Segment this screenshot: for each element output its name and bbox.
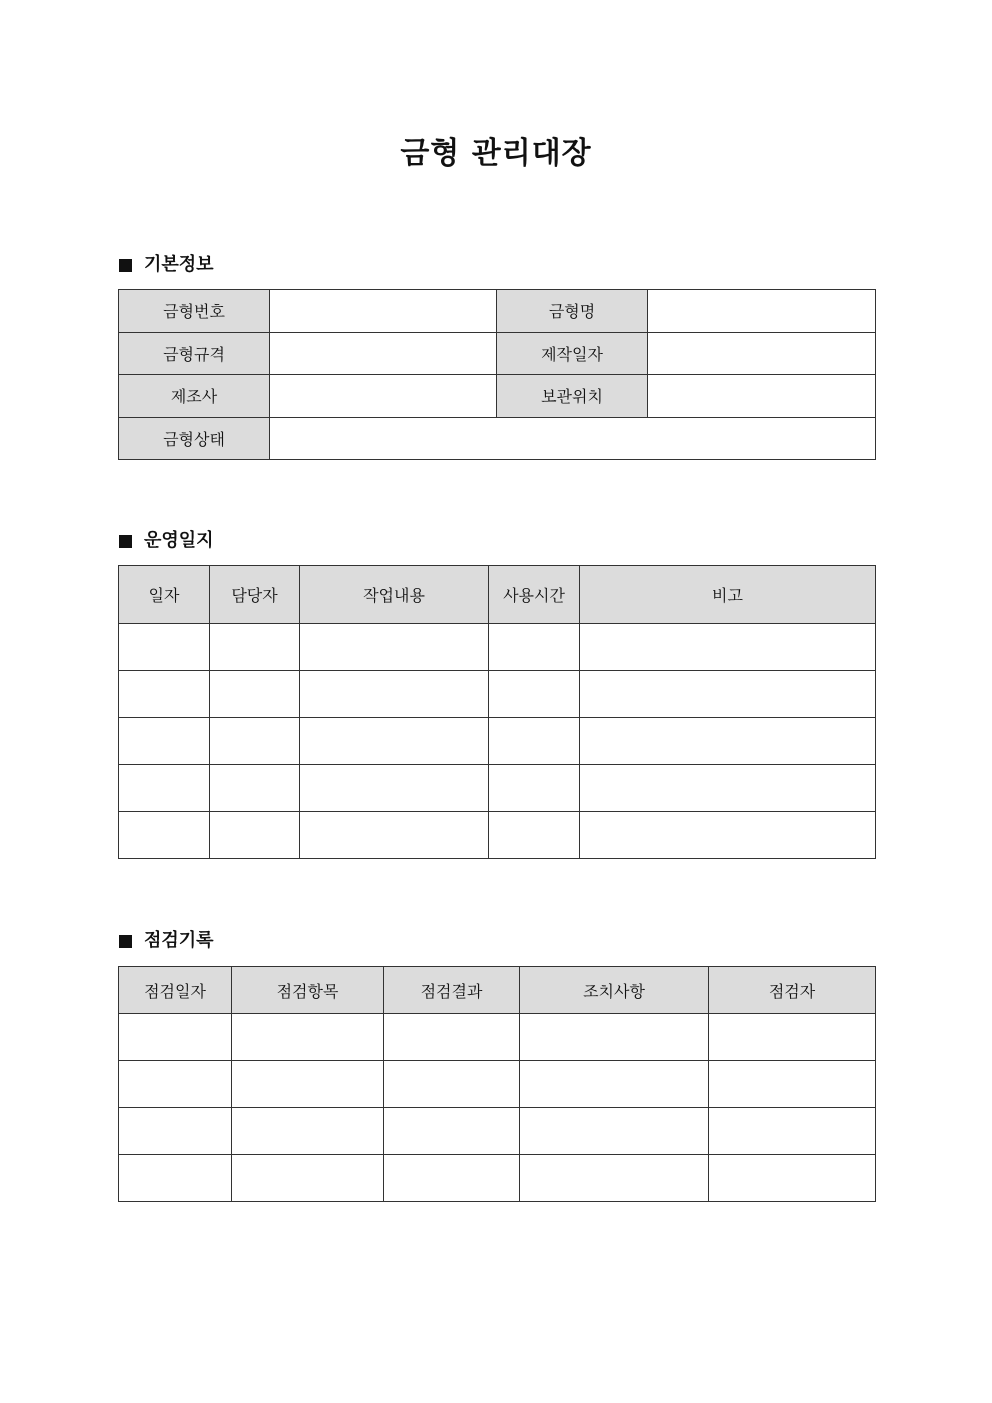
table-cell[interactable] [210,671,300,718]
table-cell[interactable] [300,624,489,671]
table-row [119,1061,876,1108]
column-header-remarks: 비고 [580,566,876,624]
table-cell[interactable] [580,671,876,718]
column-header-inspection-item: 점검항목 [232,967,384,1014]
mold-status-label: 금형상태 [119,417,270,460]
table-cell[interactable] [210,765,300,812]
inspection-record-table [118,966,876,1202]
table-cell[interactable] [489,671,580,718]
table-row [119,417,876,460]
table-row [119,290,876,333]
document-title: 금형 관리대장 [400,136,592,171]
table-cell[interactable] [119,671,210,718]
table-cell[interactable] [232,1155,384,1202]
operation-log-heading-text: 운영일지 [144,530,214,551]
table-row [119,718,876,765]
table-cell[interactable] [709,1014,876,1061]
table-cell[interactable] [489,718,580,765]
column-header-inspector: 점검자 [709,967,876,1014]
table-cell[interactable] [709,1108,876,1155]
table-row [119,1014,876,1061]
basic-info-table [118,289,876,460]
table-row [119,375,876,418]
table-cell[interactable] [489,624,580,671]
table-cell[interactable] [119,624,210,671]
manufacturer-field[interactable] [270,375,497,418]
square-bullet-icon [119,535,132,548]
column-header-inspection-result: 점검결과 [384,967,520,1014]
table-cell[interactable] [119,1061,232,1108]
manufacture-date-field[interactable] [648,332,876,375]
table-cell[interactable] [520,1155,709,1202]
square-bullet-icon [119,259,132,272]
storage-location-label: 보관위치 [497,375,648,418]
column-header-inspection-date: 점검일자 [119,967,232,1014]
table-header-row [119,967,876,1014]
storage-location-field[interactable] [648,375,876,418]
table-cell[interactable] [520,1061,709,1108]
mold-name-label: 금형명 [497,290,648,333]
column-header-manager: 담당자 [210,566,300,624]
table-cell[interactable] [384,1108,520,1155]
table-row [119,1108,876,1155]
table-cell[interactable] [300,812,489,859]
table-cell[interactable] [384,1061,520,1108]
column-header-action-taken: 조치사항 [520,967,709,1014]
table-cell[interactable] [300,671,489,718]
table-cell[interactable] [232,1014,384,1061]
table-cell[interactable] [709,1155,876,1202]
table-cell[interactable] [580,812,876,859]
table-cell[interactable] [119,765,210,812]
table-cell[interactable] [210,812,300,859]
mold-spec-label: 금형규격 [119,332,270,375]
square-bullet-icon [119,935,132,948]
manufacture-date-label: 제작일자 [497,332,648,375]
table-cell[interactable] [300,718,489,765]
table-cell[interactable] [489,812,580,859]
table-cell[interactable] [520,1108,709,1155]
mold-spec-field[interactable] [270,332,497,375]
table-cell[interactable] [232,1108,384,1155]
table-cell[interactable] [300,765,489,812]
table-cell[interactable] [580,718,876,765]
table-cell[interactable] [489,765,580,812]
column-header-date: 일자 [119,566,210,624]
table-row [119,765,876,812]
table-cell[interactable] [580,624,876,671]
table-cell[interactable] [709,1061,876,1108]
table-cell[interactable] [119,1108,232,1155]
table-cell[interactable] [119,812,210,859]
table-row [119,671,876,718]
manufacturer-label: 제조사 [119,375,270,418]
table-header-row [119,566,876,624]
column-header-work-content: 작업내용 [300,566,489,624]
basic-info-heading-text: 기본정보 [144,254,214,275]
inspection-record-heading [119,929,214,953]
table-cell[interactable] [119,1155,232,1202]
mold-number-field[interactable] [270,290,497,333]
table-cell[interactable] [520,1014,709,1061]
table-cell[interactable] [119,718,210,765]
column-header-usage-time: 사용시간 [489,566,580,624]
table-cell[interactable] [384,1014,520,1061]
inspection-record-heading-text: 점검기록 [144,930,214,951]
table-cell[interactable] [119,1014,232,1061]
table-row [119,812,876,859]
mold-number-label: 금형번호 [119,290,270,333]
operation-log-heading [119,529,214,553]
table-cell[interactable] [210,718,300,765]
table-row [119,1155,876,1202]
table-cell[interactable] [580,765,876,812]
mold-name-field[interactable] [648,290,876,333]
table-cell[interactable] [232,1061,384,1108]
mold-status-field[interactable] [270,417,876,460]
table-row [119,332,876,375]
table-row [119,624,876,671]
operation-log-table [118,565,876,859]
table-cell[interactable] [210,624,300,671]
basic-info-heading [119,253,214,277]
table-cell[interactable] [384,1155,520,1202]
